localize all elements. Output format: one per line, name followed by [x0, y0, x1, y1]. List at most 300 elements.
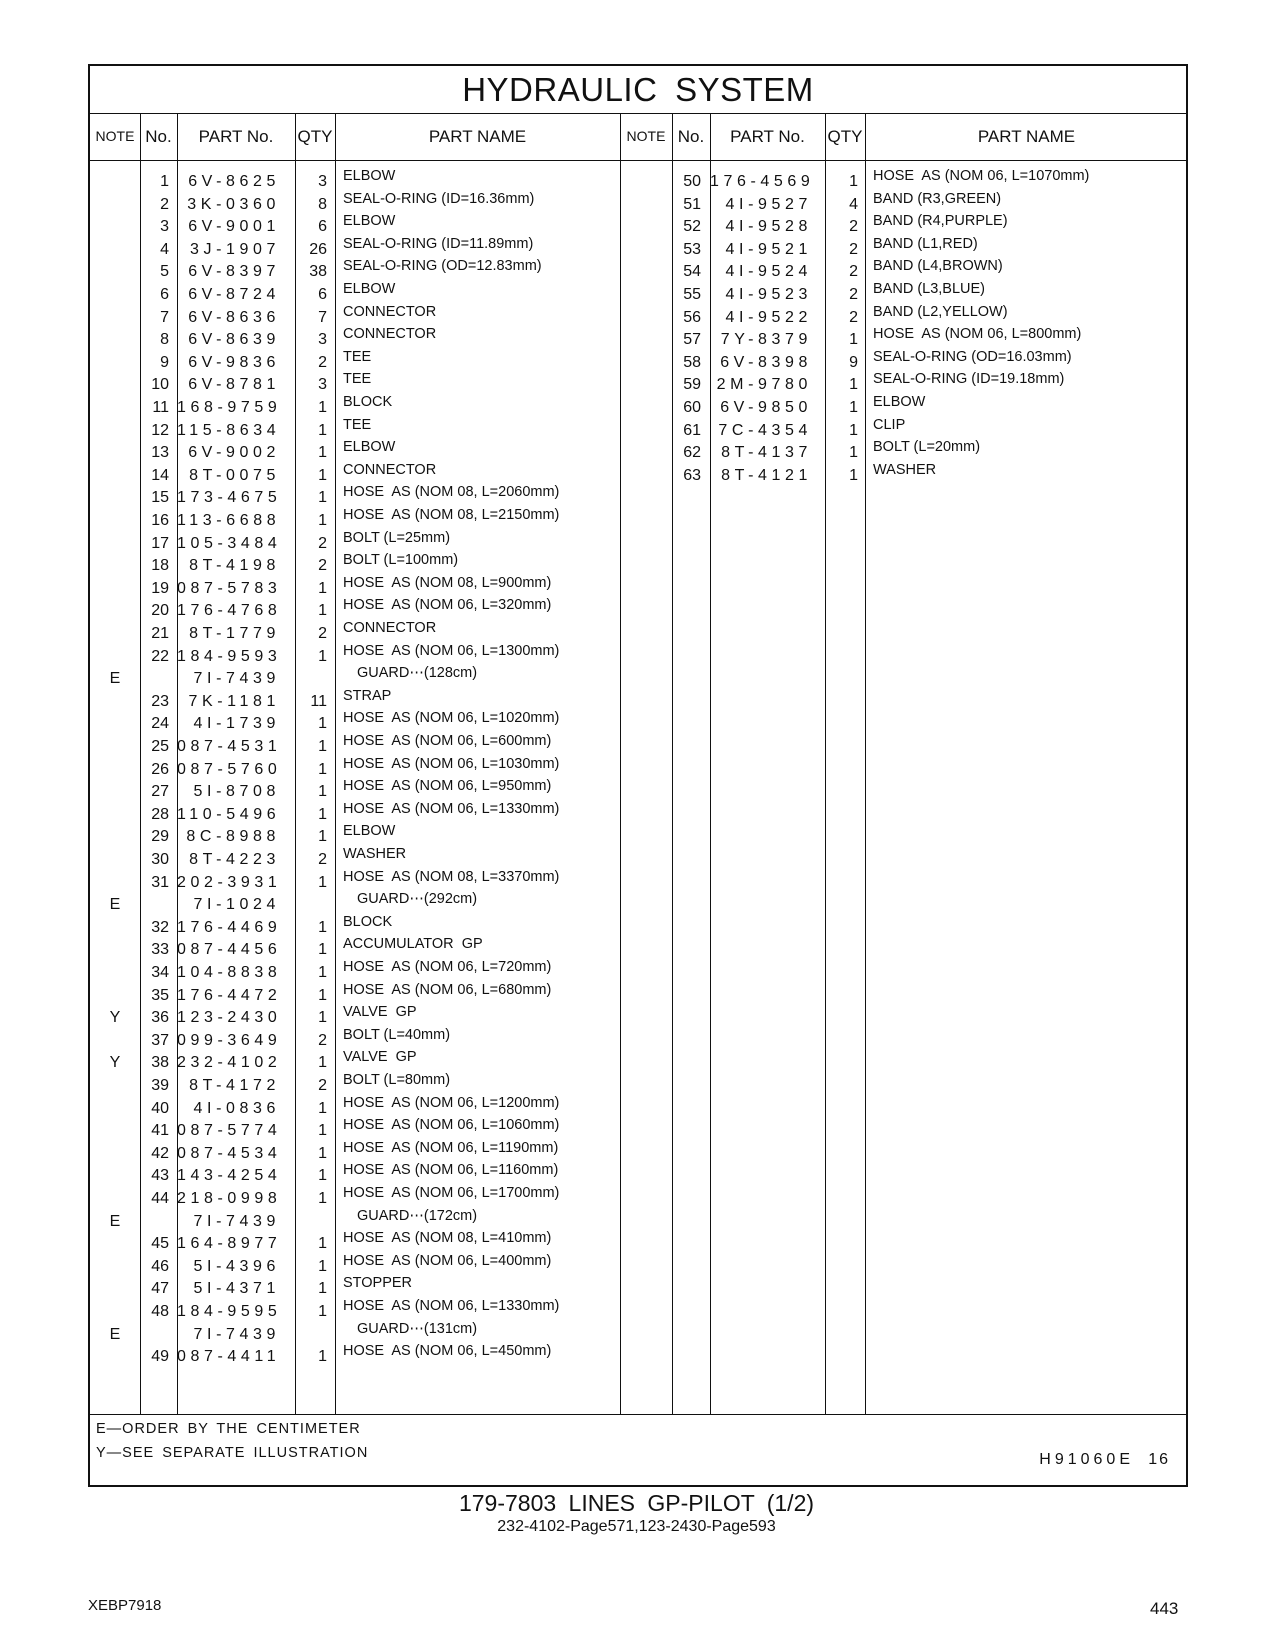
row-number: 1	[160, 173, 169, 190]
row-quantity: 1	[318, 512, 327, 529]
row-part-name: VALVE GP	[343, 1004, 417, 1021]
row-quantity: 1	[318, 1303, 327, 1320]
row-number: 32	[151, 918, 169, 936]
row-part-number: 087-4531	[177, 738, 282, 755]
row-number: 29	[151, 828, 169, 846]
row-quantity: 2	[318, 353, 327, 371]
row-quantity: 1	[318, 1099, 327, 1117]
row-note: Y	[109, 1054, 121, 1072]
row-part-number: 087-5783	[177, 579, 282, 597]
row-part-name: BLOCK	[343, 394, 393, 410]
row-part-number: 4I-9521	[725, 240, 812, 258]
table-row	[90, 1051, 1186, 1074]
row-part-number: 6V-8636	[188, 308, 280, 326]
table-row	[90, 667, 1186, 690]
row-quantity: 3	[318, 376, 327, 394]
row-quantity: 1	[318, 466, 327, 484]
header-qty-right: QTY	[827, 127, 863, 146]
table-row	[90, 755, 1186, 781]
row-number: 59	[683, 376, 701, 394]
table-row	[90, 642, 1186, 668]
row-part-number: 168-9759	[177, 399, 282, 416]
row-part-name: CONNECTOR	[343, 461, 437, 478]
row-part-number: 8T-1779	[189, 625, 280, 642]
row-part-name: CLIP	[873, 416, 906, 433]
row-part-number: 6V-8724	[188, 286, 280, 303]
table-row	[90, 1119, 1186, 1142]
row-quantity: 2	[318, 1077, 327, 1094]
footnote-e: E—ORDER BY THE CENTIMETER	[96, 1421, 361, 1437]
row-number: 63	[683, 466, 701, 484]
table-row	[90, 961, 1186, 984]
row-quantity: 6	[318, 286, 327, 303]
row-part-name: ELBOW	[343, 823, 396, 840]
row-quantity: 1	[318, 579, 327, 597]
row-part-name: HOSE AS (NOM 06, L=680mm)	[343, 981, 552, 998]
row-number: 15	[151, 489, 169, 507]
row-quantity: 1	[318, 783, 327, 801]
row-part-number: 4I-9523	[725, 286, 812, 303]
row-number: 51	[683, 195, 701, 213]
row-part-name: HOSE AS (NOM 06, L=1030mm)	[343, 755, 560, 772]
table-footer	[90, 1414, 1186, 1485]
row-quantity: 1	[849, 173, 858, 190]
row-quantity: 1	[849, 444, 858, 462]
row-quantity: 2	[849, 286, 858, 303]
row-number: 23	[151, 692, 169, 710]
row-part-name: BLOCK	[343, 913, 393, 930]
row-part-number: 7I-7439	[193, 670, 280, 688]
table-row	[90, 893, 1186, 916]
row-part-name: SEAL-O-RING (ID=11.89mm)	[343, 235, 534, 252]
table-row	[90, 1164, 1186, 1187]
table-row	[90, 373, 1186, 396]
table-row	[90, 1277, 1186, 1300]
row-part-number: 7I-7439	[193, 1212, 280, 1230]
row-part-name: HOSE AS (NOM 08, L=2150mm)	[343, 507, 560, 523]
row-number: 48	[151, 1303, 169, 1320]
row-quantity: 1	[318, 489, 327, 507]
row-part-name: TEE	[343, 416, 372, 433]
row-part-number: 4I-0836	[193, 1099, 280, 1117]
row-part-name: HOSE AS (NOM 08, L=2060mm)	[343, 484, 560, 501]
row-quantity: 1	[318, 1122, 327, 1140]
row-number: 47	[151, 1280, 169, 1298]
row-part-name: SEAL-O-RING (ID=19.18mm)	[873, 371, 1065, 388]
row-part-name: CONNECTOR	[343, 326, 437, 343]
row-number: 41	[151, 1122, 169, 1140]
row-part-number: 3J-1907	[189, 240, 280, 258]
row-number: 62	[683, 444, 701, 462]
table-row	[90, 938, 1186, 961]
row-part-number: 6V-9836	[188, 353, 280, 371]
row-part-number: 4I-9528	[725, 218, 812, 236]
row-number: 37	[151, 1031, 169, 1049]
row-quantity: 2	[849, 240, 858, 258]
row-part-name: STRAP	[343, 687, 392, 704]
row-number: 19	[151, 579, 169, 597]
row-number: 27	[151, 783, 169, 801]
row-part-name: BAND (L2,YELLOW)	[873, 303, 1008, 320]
row-part-number: 8T-4223	[189, 851, 280, 868]
row-part-name: BAND (R3,GREEN)	[873, 190, 1002, 207]
table-row	[90, 260, 1186, 283]
row-note: E	[109, 896, 121, 914]
row-part-number: 8C-8988	[186, 828, 280, 846]
row-part-name: BOLT (L=20mm)	[873, 439, 981, 456]
header-partname-right: PART NAME	[977, 127, 1076, 146]
table-row	[90, 780, 1186, 803]
row-part-number: 087-4456	[177, 941, 282, 959]
row-part-name: SEAL-O-RING (ID=16.36mm)	[343, 190, 535, 207]
row-part-name: HOSE AS (NOM 06, L=600mm)	[343, 733, 552, 749]
row-quantity: 7	[318, 308, 327, 326]
row-number: 58	[683, 353, 701, 371]
row-number: 40	[151, 1099, 169, 1117]
row-number: 25	[151, 738, 169, 755]
row-note: E	[109, 1325, 121, 1343]
table-row	[90, 1074, 1186, 1097]
row-quantity: 1	[318, 738, 327, 755]
table-row	[90, 712, 1186, 735]
row-part-number: 7K-1181	[188, 692, 280, 710]
row-quantity: 1	[318, 602, 327, 620]
row-part-number: 7I-1024	[193, 896, 280, 914]
row-part-name: WASHER	[343, 846, 407, 862]
row-part-number: 7C-4354	[718, 421, 812, 439]
row-number: 52	[683, 218, 701, 236]
row-part-number: 4I-9524	[725, 263, 812, 281]
row-part-name: HOSE AS (NOM 06, L=1060mm)	[343, 1117, 560, 1134]
row-quantity: 2	[318, 557, 327, 575]
row-part-name: HOSE AS (NOM 06, L=1200mm)	[343, 1094, 560, 1111]
row-part-number: 8T-0075	[189, 466, 280, 484]
row-part-number: 6V-8625	[188, 173, 280, 190]
table-row	[90, 913, 1186, 939]
row-note: E	[109, 670, 121, 688]
table-row	[90, 303, 1186, 329]
row-part-name: ELBOW	[343, 281, 396, 297]
row-number: 21	[151, 625, 169, 642]
header-note-left: NOTE	[95, 128, 135, 144]
row-quantity: 11	[310, 692, 327, 710]
row-part-number: 5I-8708	[193, 783, 280, 801]
row-quantity: 1	[318, 715, 327, 733]
row-part-name: HOSE AS (NOM 06, L=800mm)	[873, 326, 1082, 343]
row-part-name: STOPPER	[343, 1275, 413, 1292]
row-quantity: 1	[318, 941, 327, 959]
row-number: 24	[151, 715, 169, 733]
table-row	[90, 1187, 1186, 1210]
row-part-name: HOSE AS (NOM 06, L=1020mm)	[343, 710, 560, 727]
row-quantity: 1	[318, 421, 327, 439]
parts-table-frame	[88, 64, 1188, 1487]
row-part-name: WASHER	[873, 461, 937, 478]
row-quantity: 1	[318, 760, 327, 778]
row-number: 42	[151, 1144, 169, 1162]
row-number: 22	[151, 647, 169, 665]
row-part-number: 176-4768	[177, 602, 282, 620]
table-row	[90, 1252, 1186, 1278]
row-part-number: 8T-4137	[721, 444, 812, 462]
table-row	[90, 687, 1186, 713]
row-part-name: HOSE AS (NOM 06, L=1700mm)	[343, 1185, 560, 1201]
row-number: 11	[152, 399, 169, 416]
row-number: 61	[683, 421, 701, 439]
row-part-number: 087-4534	[177, 1144, 282, 1162]
row-part-name: HOSE AS (NOM 06, L=1330mm)	[343, 1298, 560, 1314]
table-row	[90, 509, 1186, 532]
row-part-name: GUARD⋯(128cm)	[357, 665, 478, 682]
row-quantity: 2	[849, 218, 858, 236]
row-number: 45	[151, 1235, 169, 1253]
row-number: 28	[151, 805, 169, 823]
row-number: 34	[151, 964, 169, 981]
row-part-number: 8T-4198	[189, 557, 280, 575]
row-part-name: ELBOW	[343, 213, 396, 230]
table-row	[90, 554, 1186, 577]
row-part-name: BOLT (L=25mm)	[343, 529, 451, 546]
header-partname-left: PART NAME	[428, 127, 527, 146]
row-part-name: VALVE GP	[343, 1049, 417, 1066]
row-number: 17	[151, 534, 169, 552]
table-row	[90, 441, 1186, 464]
row-number: 57	[683, 331, 701, 349]
row-part-number: 104-8838	[177, 964, 282, 981]
row-part-number: 6V-9002	[188, 444, 280, 462]
row-part-number: 8T-4121	[721, 466, 812, 484]
row-quantity: 1	[849, 421, 858, 439]
row-part-name: ELBOW	[873, 394, 926, 410]
row-part-name: BAND (R4,PURPLE)	[873, 213, 1008, 230]
table-row	[90, 622, 1186, 645]
row-quantity: 1	[318, 1190, 327, 1207]
row-part-number: 176-4472	[177, 986, 282, 1004]
row-part-number: 4I-9527	[725, 195, 812, 213]
row-number: 14	[151, 466, 169, 484]
header-no-left: No.	[145, 127, 172, 146]
row-part-number: 8T-4172	[189, 1077, 280, 1094]
row-number: 20	[151, 602, 169, 620]
row-part-number: 4I-1739	[193, 715, 280, 733]
row-quantity: 9	[849, 353, 858, 371]
row-part-name: HOSE AS (NOM 06, L=400mm)	[343, 1252, 552, 1269]
table-body	[90, 160, 1186, 1414]
row-part-name: TEE	[343, 371, 372, 388]
row-part-number: 232-4102	[177, 1054, 282, 1072]
table-row	[90, 868, 1186, 894]
row-part-name: HOSE AS (NOM 06, L=950mm)	[343, 778, 552, 795]
table-row	[90, 1139, 1186, 1165]
row-part-number: 099-3649	[177, 1031, 282, 1049]
group-subcaption: 232-4102-Page571,123-2430-Page593	[497, 1518, 776, 1535]
row-number: 10	[151, 376, 169, 394]
row-part-name: BOLT (L=100mm)	[343, 552, 459, 569]
row-quantity: 1	[318, 1257, 327, 1275]
row-quantity: 1	[318, 1144, 327, 1162]
illustration-number: 16	[1148, 1451, 1170, 1468]
row-quantity: 1	[318, 986, 327, 1004]
row-number: 50	[683, 173, 701, 190]
row-number: 26	[151, 760, 169, 778]
row-number: 43	[151, 1167, 169, 1185]
table-row	[90, 574, 1186, 600]
table-row	[90, 396, 1186, 419]
row-quantity: 4	[849, 195, 858, 213]
table-row	[90, 416, 1186, 442]
table-row	[90, 529, 1186, 555]
row-number: 44	[151, 1190, 169, 1207]
row-part-name: BAND (L3,BLUE)	[873, 281, 986, 297]
table-row	[90, 461, 1186, 487]
document-id: XEBP7918	[88, 1597, 162, 1614]
row-part-number: 143-4254	[177, 1167, 282, 1185]
table-row	[90, 170, 1186, 193]
row-quantity: 1	[318, 1235, 327, 1253]
row-number: 31	[151, 873, 169, 891]
row-part-number: 164-8977	[177, 1235, 282, 1253]
row-part-name: BOLT (L=80mm)	[343, 1072, 451, 1088]
table-row	[90, 735, 1186, 758]
table-row	[90, 1026, 1186, 1052]
row-part-name: HOSE AS (NOM 08, L=3370mm)	[343, 868, 560, 885]
row-number: 53	[683, 240, 701, 258]
row-part-number: 105-3484	[177, 534, 282, 552]
row-quantity: 38	[309, 263, 327, 281]
row-number: 55	[683, 286, 701, 303]
row-quantity: 1	[849, 331, 858, 349]
row-part-number: 6V-8639	[188, 331, 280, 349]
row-part-name: SEAL-O-RING (OD=16.03mm)	[873, 348, 1072, 365]
table-row	[90, 190, 1186, 216]
table-row	[90, 599, 1186, 622]
row-part-name: CONNECTOR	[343, 620, 437, 636]
row-part-number: 6V-8397	[188, 263, 280, 281]
row-quantity: 3	[318, 331, 327, 349]
table-header	[90, 113, 1186, 161]
table-row	[90, 235, 1186, 261]
row-number: 30	[151, 851, 169, 868]
table-row	[90, 1207, 1186, 1233]
row-part-number: 176-4569	[710, 173, 815, 190]
row-part-number: 6V-9850	[720, 399, 812, 416]
row-part-name: HOSE AS (NOM 06, L=1300mm)	[343, 642, 560, 659]
row-part-number: 173-4675	[177, 489, 282, 507]
row-number: 8	[160, 331, 169, 349]
row-part-number: 7Y-8379	[720, 331, 812, 349]
row-number: 7	[160, 308, 169, 326]
row-note: Y	[109, 1009, 121, 1027]
row-number: 36	[151, 1009, 169, 1027]
row-part-name: ELBOW	[343, 439, 396, 456]
row-part-number: 087-4411	[177, 1348, 281, 1366]
row-quantity: 1	[318, 805, 327, 823]
row-part-name: HOSE AS (NOM 06, L=1070mm)	[873, 168, 1090, 184]
row-number: 5	[160, 263, 169, 281]
row-part-name: BAND (L1,RED)	[873, 235, 978, 252]
row-part-number: 2M-9780	[716, 376, 812, 394]
table-row	[90, 981, 1186, 1007]
row-part-name: TEE	[343, 348, 372, 365]
header-partno-right: PART No.	[730, 127, 805, 146]
row-quantity: 1	[849, 399, 858, 416]
table-row	[90, 1345, 1186, 1368]
row-number: 4	[160, 240, 169, 258]
row-part-name: CONNECTOR	[343, 303, 437, 320]
row-number: 60	[683, 399, 701, 416]
row-part-name: BOLT (L=40mm)	[343, 1026, 451, 1043]
row-number: 13	[151, 444, 169, 462]
row-part-number: 115-8634	[177, 421, 281, 439]
row-number: 6	[160, 286, 169, 303]
row-number: 2	[160, 195, 169, 213]
row-part-name: HOSE AS (NOM 08, L=410mm)	[343, 1230, 552, 1247]
row-quantity: 1	[318, 964, 327, 981]
row-part-name: HOSE AS (NOM 06, L=450mm)	[343, 1343, 552, 1360]
row-number: 39	[151, 1077, 169, 1094]
row-quantity: 2	[849, 263, 858, 281]
row-quantity: 1	[318, 1348, 327, 1366]
table-row	[90, 1006, 1186, 1029]
footnote-y: Y—SEE SEPARATE ILLUSTRATION	[96, 1445, 369, 1461]
row-quantity: 1	[318, 828, 327, 846]
row-part-number: 202-3931	[177, 873, 282, 891]
row-part-name: BAND (L4,BROWN)	[873, 258, 1003, 275]
row-quantity: 1	[318, 399, 327, 416]
group-caption: 179-7803 LINES GP-PILOT (1/2)	[458, 1490, 815, 1516]
row-quantity: 1	[318, 1054, 327, 1072]
page-number: 443	[1150, 1599, 1179, 1618]
table-row	[90, 348, 1186, 374]
row-part-number: 7I-7439	[193, 1325, 280, 1343]
row-part-name: ACCUMULATOR GP	[343, 936, 483, 953]
header-note-right: NOTE	[626, 128, 666, 144]
section-title: HYDRAULIC SYSTEM	[90, 66, 1186, 114]
row-part-number: 087-5760	[177, 760, 282, 778]
row-part-name: ELBOW	[343, 168, 396, 184]
row-number: 49	[151, 1348, 169, 1366]
row-number: 18	[151, 557, 169, 575]
row-quantity: 3	[318, 173, 327, 190]
row-part-number: 6V-8398	[720, 353, 812, 371]
row-part-number: 184-9595	[177, 1303, 282, 1320]
row-part-number: 123-2430	[177, 1009, 282, 1027]
header-partno-left: PART No.	[198, 127, 274, 146]
row-quantity: 1	[849, 376, 858, 394]
table-row	[90, 825, 1186, 848]
row-quantity: 2	[318, 851, 327, 868]
table-row	[90, 1300, 1186, 1323]
row-number: 35	[151, 986, 169, 1004]
table-row	[90, 283, 1186, 306]
row-number: 16	[151, 512, 169, 529]
table-row	[90, 486, 1186, 509]
table-row	[90, 328, 1186, 351]
row-part-name: GUARD⋯(292cm)	[357, 891, 478, 908]
row-quantity: 26	[309, 240, 327, 258]
table-row	[90, 1232, 1186, 1255]
row-part-number: 5I-4396	[193, 1257, 280, 1275]
row-quantity: 1	[318, 1167, 327, 1185]
row-part-number: 4I-9522	[725, 308, 812, 326]
table-row	[90, 1320, 1186, 1346]
row-quantity: 1	[318, 918, 327, 936]
row-part-name: HOSE AS (NOM 06, L=1190mm)	[343, 1139, 559, 1156]
row-quantity: 2	[318, 625, 327, 642]
row-quantity: 1	[318, 647, 327, 665]
row-part-name: HOSE AS (NOM 06, L=1330mm)	[343, 800, 560, 817]
row-number: 33	[151, 941, 169, 959]
